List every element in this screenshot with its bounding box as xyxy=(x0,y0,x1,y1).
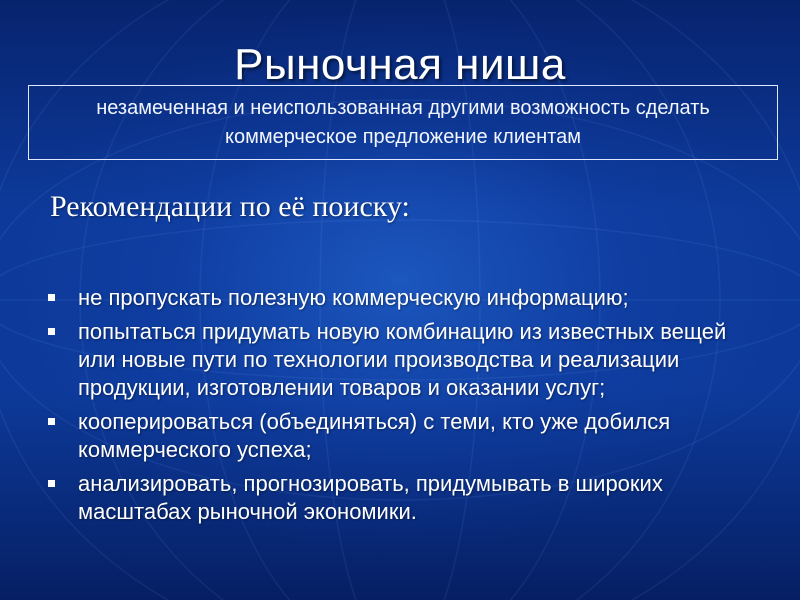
list-item-text: анализировать, прогнозировать, придумывать в широких масштабах рыночной экономики. xyxy=(78,471,663,524)
list-item-text: не пропускать полезную коммерческую информацию; xyxy=(78,285,629,310)
recommendations-list xyxy=(48,284,738,532)
definition-text: незамеченная и неиспользованная другими возможность сделать коммерческое предложение клиентам xyxy=(96,96,710,148)
list-item xyxy=(48,284,738,312)
slide-title: Рыночная ниша xyxy=(234,40,566,89)
bullet-square-icon xyxy=(48,294,55,301)
definition-box xyxy=(28,85,778,160)
list-item-text: попытаться придумать новую комбинацию из известных вещей или новые пути по технологии производства и реализации продукции, изготовлении товаров и оказании услуг; xyxy=(78,319,727,400)
list-item xyxy=(48,318,738,402)
bullet-square-icon xyxy=(48,328,55,335)
list-item xyxy=(48,408,738,464)
recommendations-heading: Рекомендации по её поиску: xyxy=(50,190,410,223)
bullet-square-icon xyxy=(48,418,55,425)
list-item-text: кооперироваться (объединяться) с теми, кто уже добился коммерческого успеха; xyxy=(78,409,671,462)
bullet-square-icon xyxy=(48,480,55,487)
list-item xyxy=(48,470,738,526)
